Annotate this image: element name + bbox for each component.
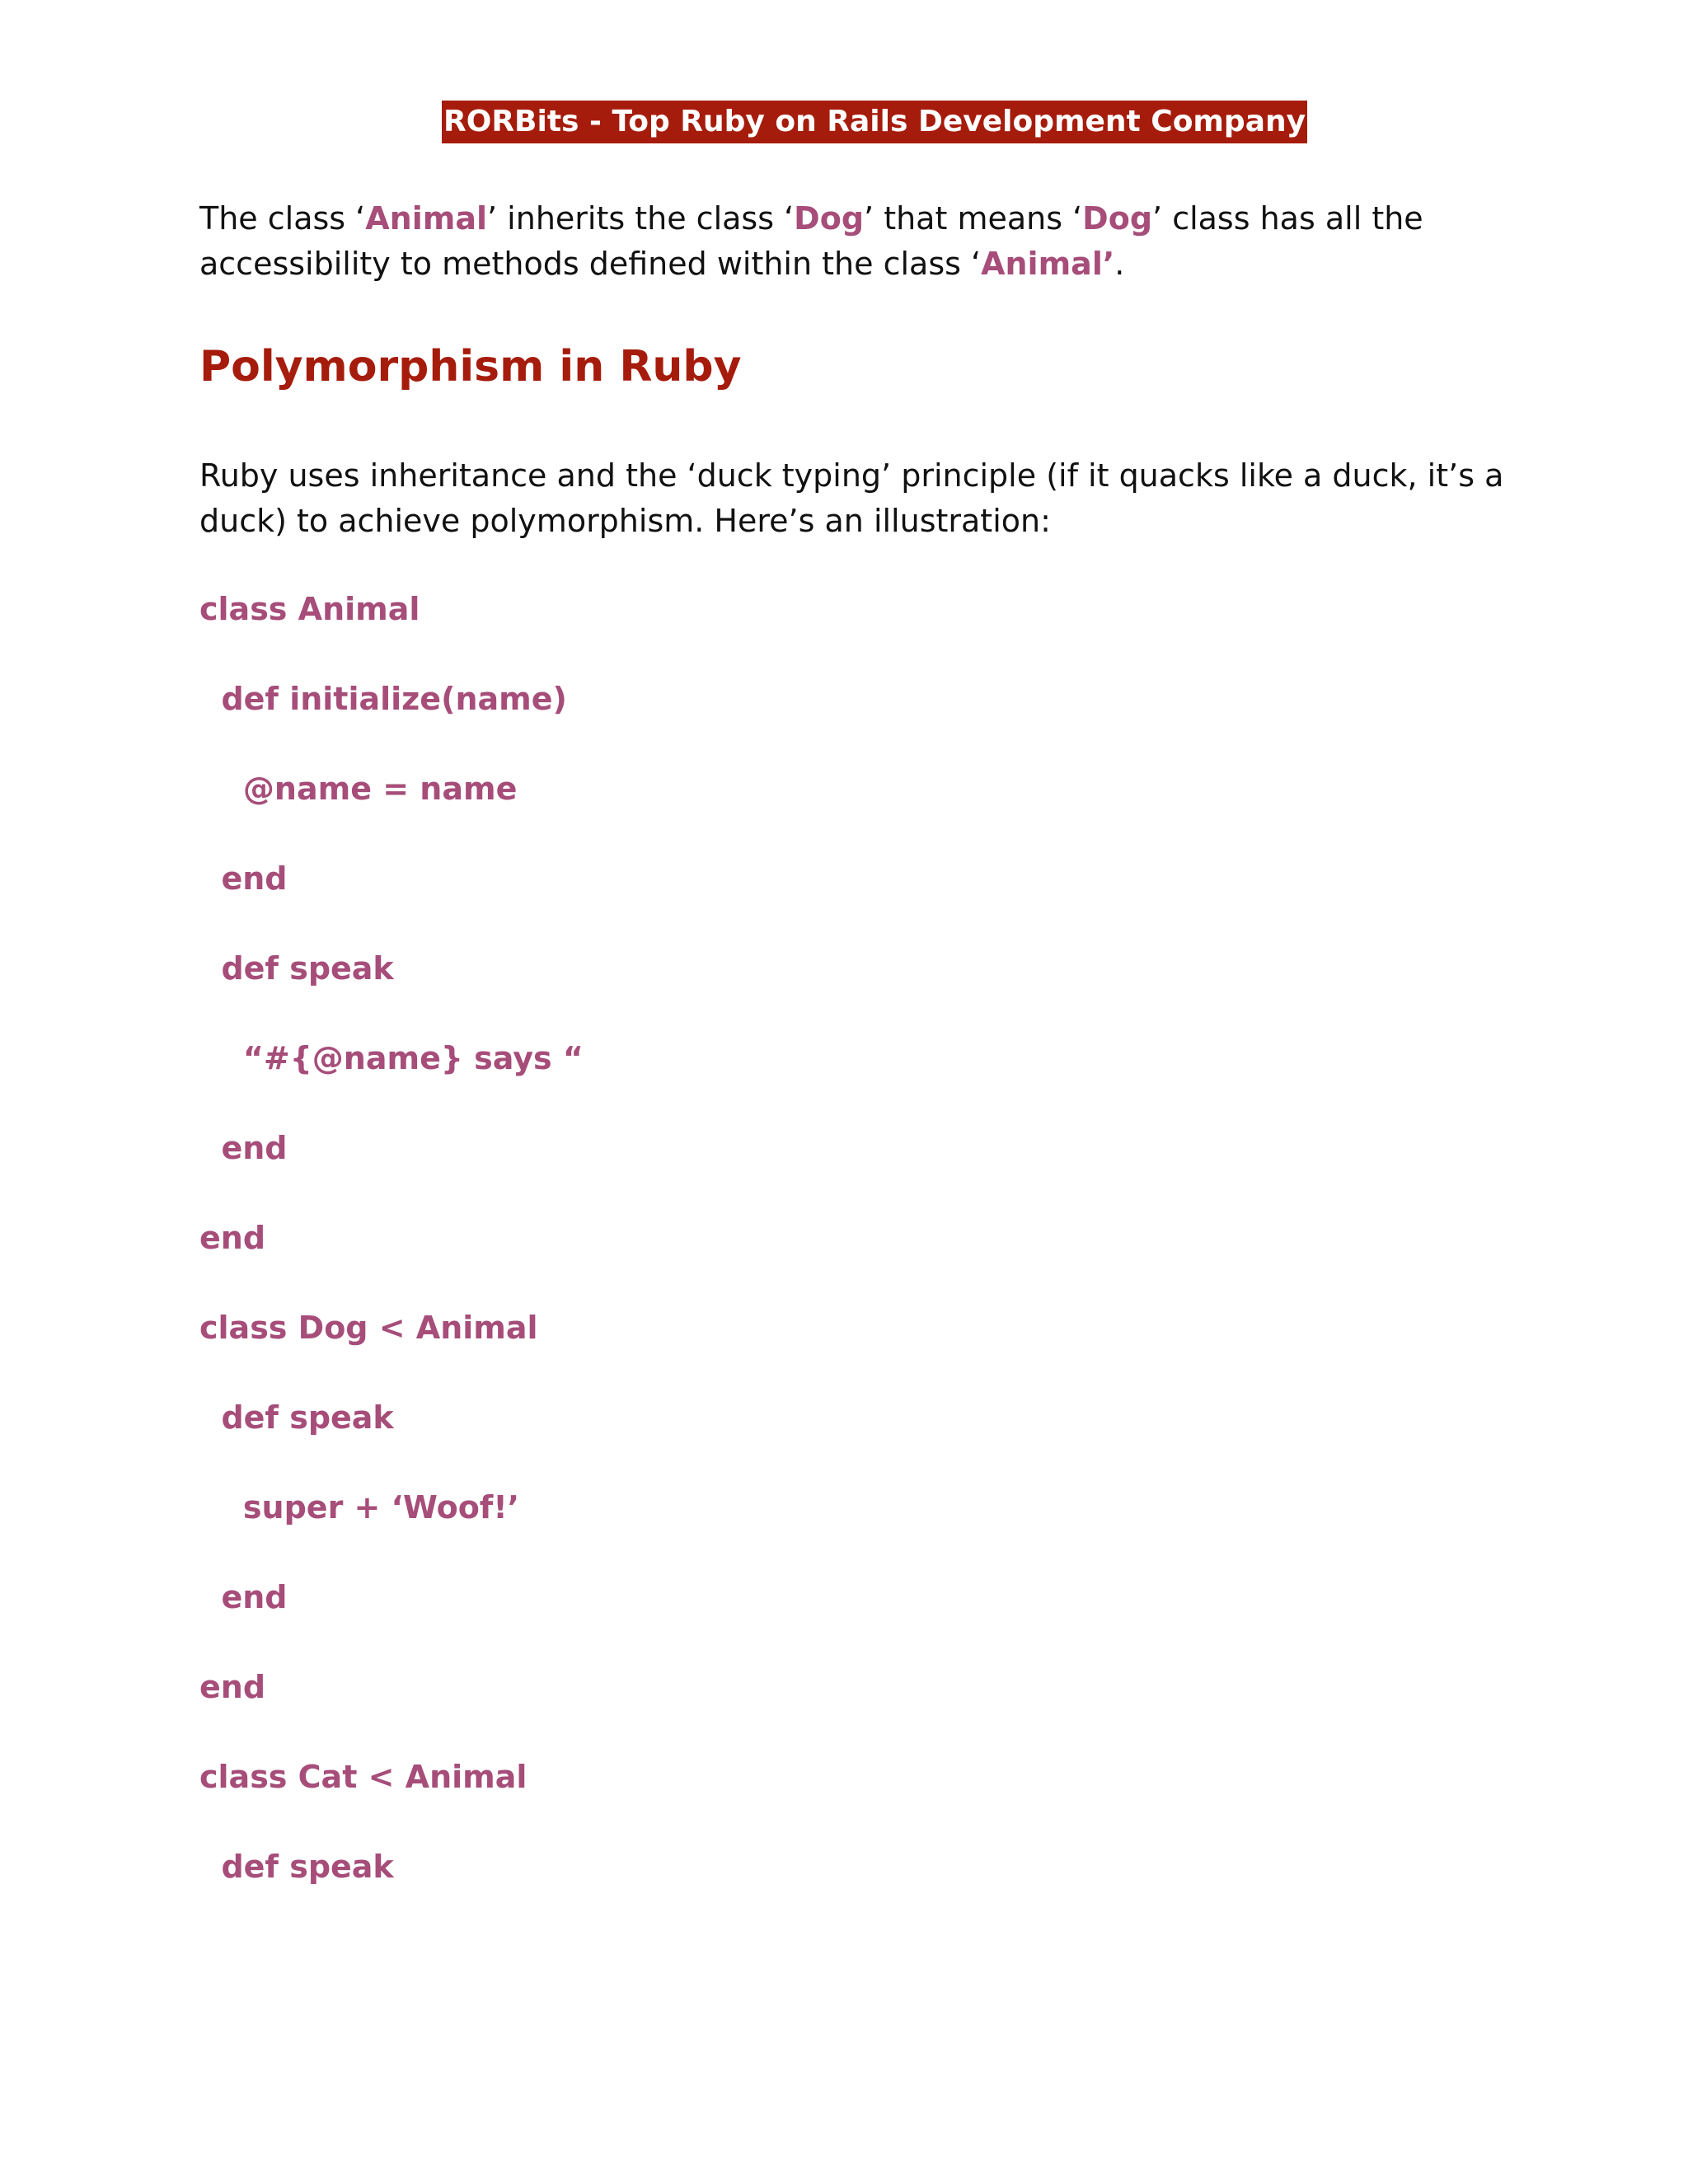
code-line: end	[199, 1579, 288, 1615]
code-line: def speak	[199, 950, 394, 987]
polymorphism-paragraph: Ruby uses inheritance and the ‘duck typing’ principle (if it quacks like a duck, it’s a duck) to achieve polymorphism. Here’s an illustration:	[199, 457, 1504, 539]
intro-text: ’ inherits the class ‘	[487, 200, 795, 237]
highlight-dog: Dog	[794, 200, 865, 237]
code-line: class Cat < Animal	[199, 1759, 528, 1795]
code-line: end	[199, 860, 288, 897]
code-line: class Animal	[199, 591, 420, 627]
company-banner: RORBits - Top Ruby on Rails Development Company	[442, 101, 1307, 143]
code-line: super + ‘Woof!’	[199, 1489, 520, 1526]
highlight-dog: Dog	[1082, 200, 1153, 237]
highlight-animal: Animal	[365, 200, 488, 237]
intro-text: .	[1114, 246, 1125, 282]
code-line: @name = name	[199, 771, 518, 807]
intro-paragraph	[199, 196, 1518, 287]
highlight-animal: Animal’	[981, 246, 1115, 282]
intro-text: ’ that means ‘	[864, 200, 1083, 237]
code-line: class Dog < Animal	[199, 1310, 538, 1346]
code-line: end	[199, 1220, 266, 1256]
section-heading: Polymorphism in Ruby	[199, 342, 742, 391]
intro-text: The class ‘	[199, 200, 366, 237]
code-line: def speak	[199, 1849, 394, 1885]
code-line: end	[199, 1130, 288, 1166]
intro-text: ’ class has all the accessibility to methods defined within the class ‘	[199, 200, 1423, 282]
code-line: end	[199, 1669, 266, 1705]
code-line: def speak	[199, 1399, 394, 1436]
code-line: def initialize(name)	[199, 681, 567, 717]
code-line: “#{@name} says “	[199, 1040, 584, 1076]
